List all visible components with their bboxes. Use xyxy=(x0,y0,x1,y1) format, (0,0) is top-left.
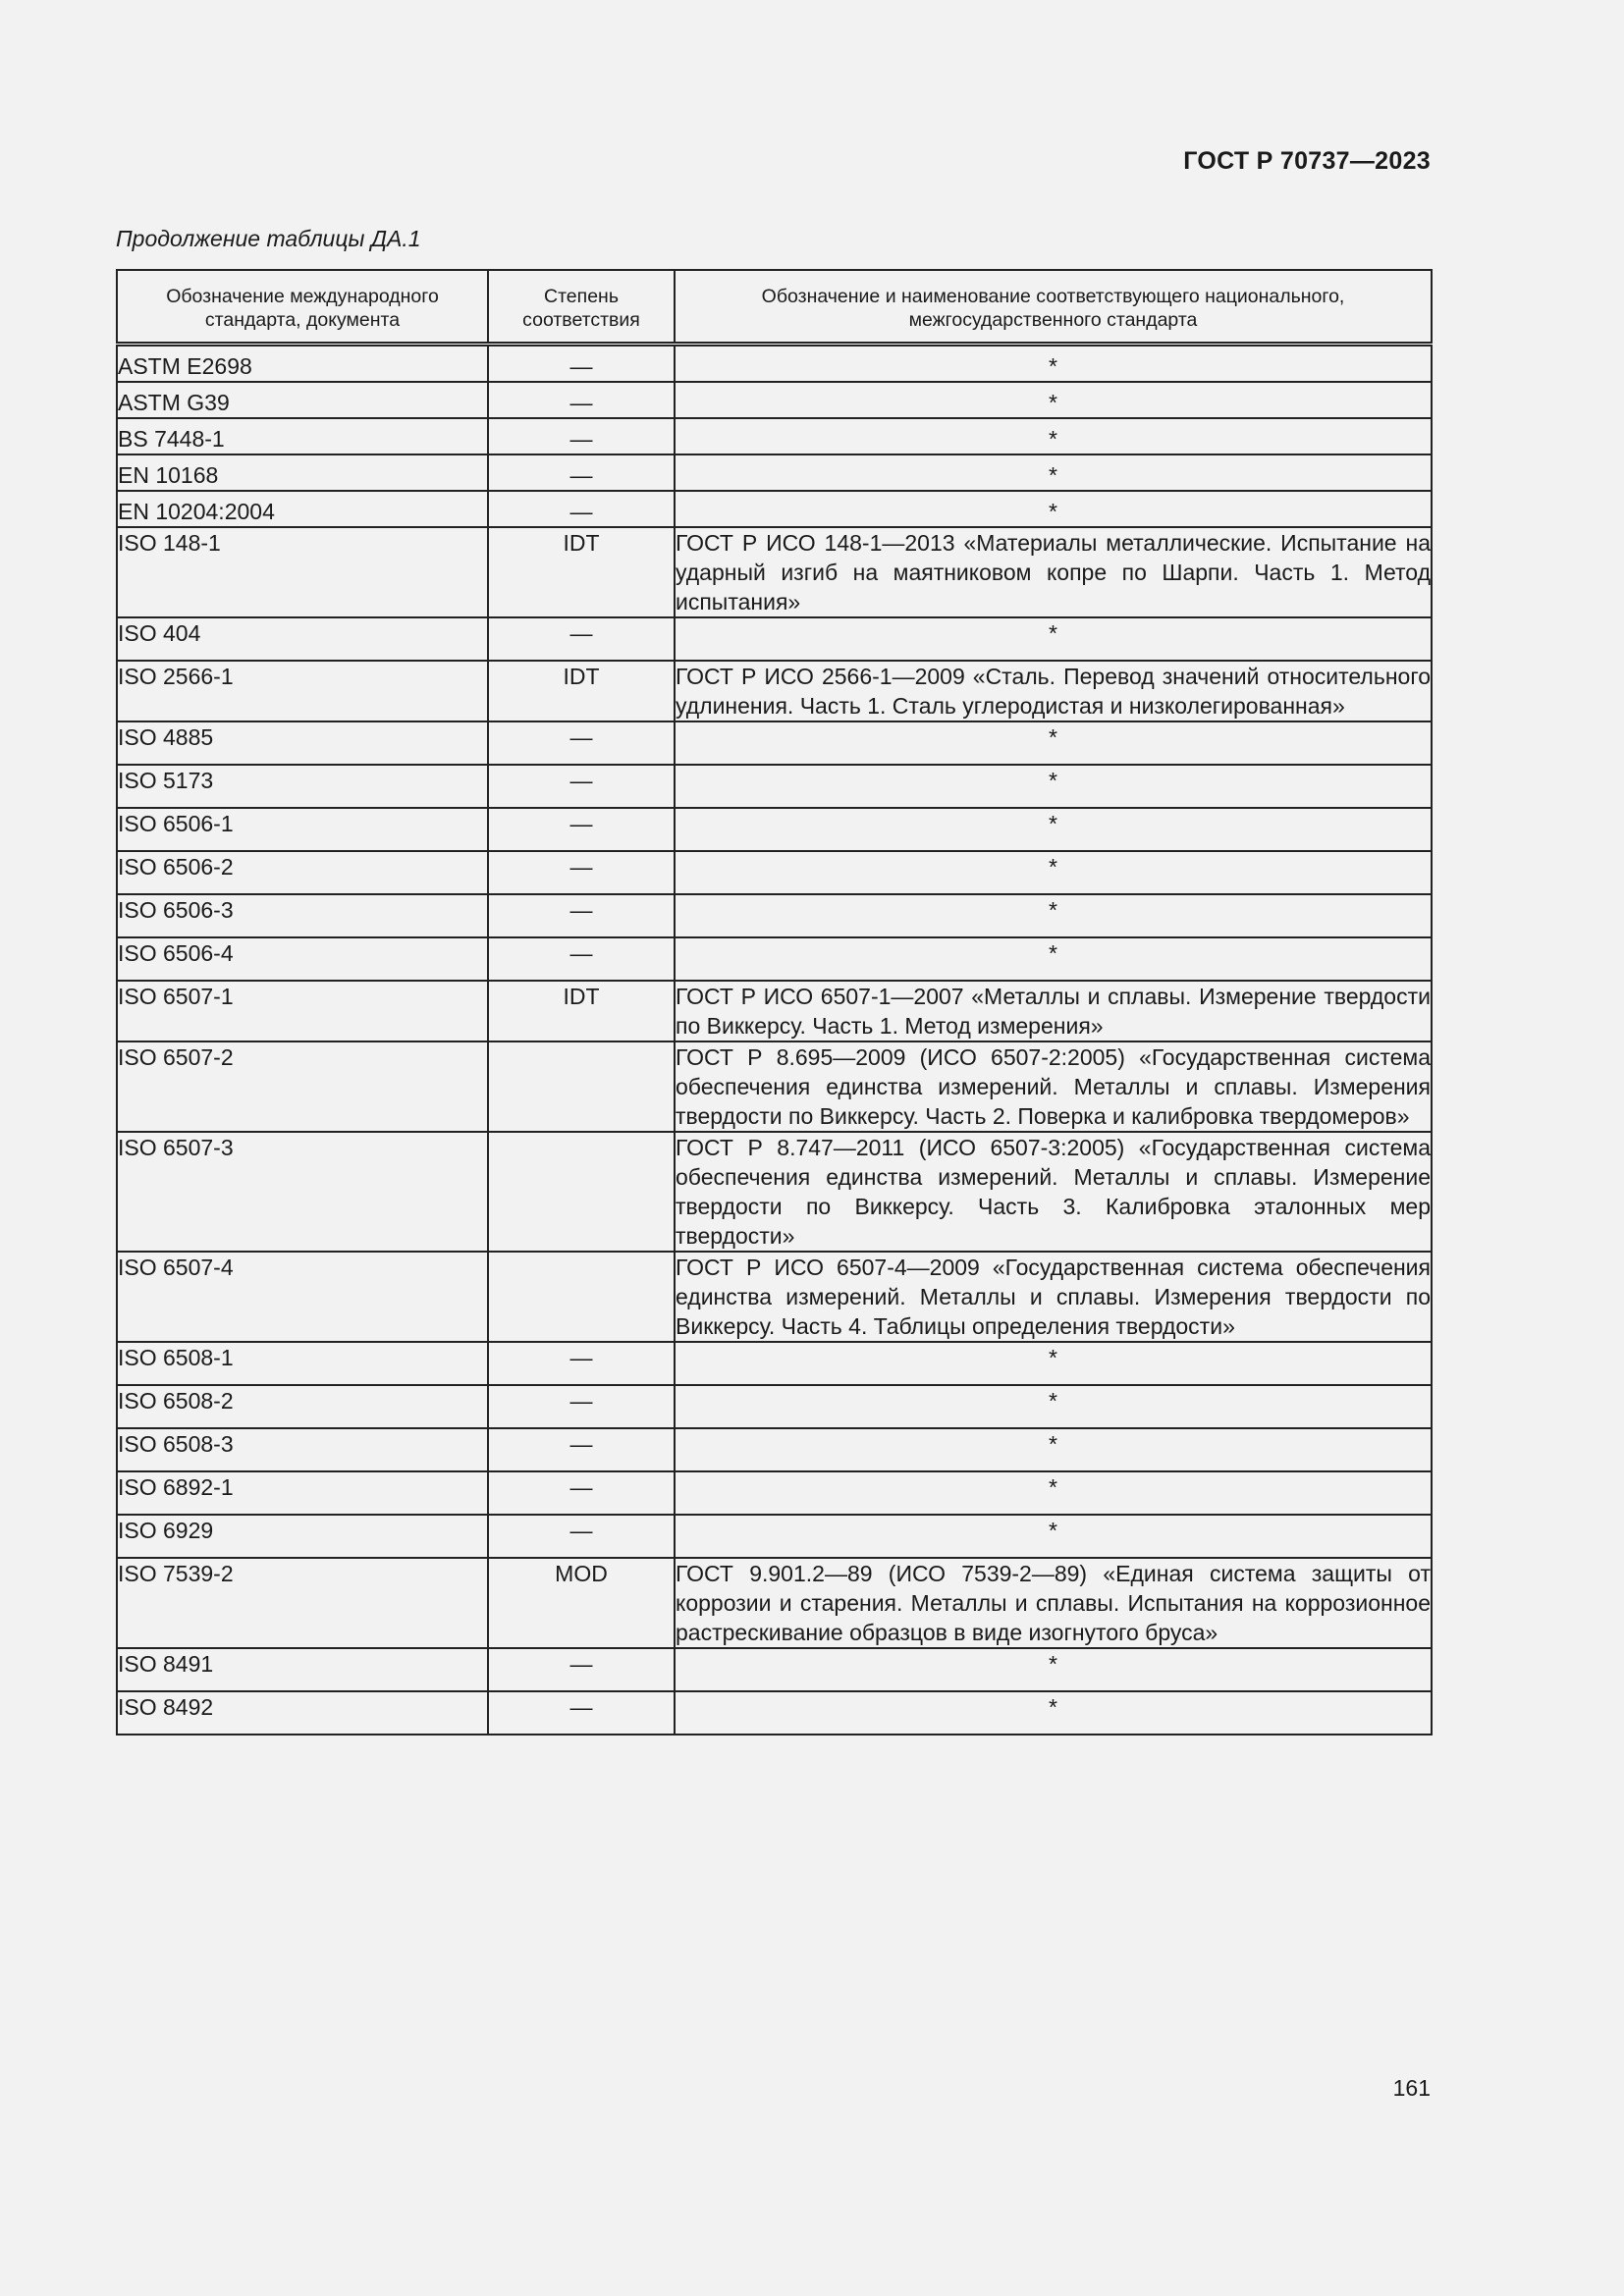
cell-international-designation: ISO 2566-1 xyxy=(117,661,488,721)
table-row xyxy=(117,345,1432,383)
cell-degree: — xyxy=(488,454,675,491)
cell-national-standard: * xyxy=(675,808,1432,851)
cell-international-designation: ASTM G39 xyxy=(117,382,488,418)
cell-degree: — xyxy=(488,382,675,418)
table-body xyxy=(117,345,1432,1735)
table-row xyxy=(117,721,1432,765)
cell-degree: — xyxy=(488,345,675,383)
cell-national-standard: * xyxy=(675,721,1432,765)
table-row xyxy=(117,491,1432,527)
column-header-national: Обозначение и наименование соответствующего национального, межгосударственного стандарта xyxy=(675,270,1432,345)
cell-national-standard: * xyxy=(675,894,1432,937)
table-row xyxy=(117,1342,1432,1385)
table-row xyxy=(117,1558,1432,1648)
cell-national-standard: ГОСТ Р ИСО 148-1—2013 «Материалы металлические. Испытание на ударный изгиб на маятниковом копре по Шарпи. Часть 1. Метод испытания» xyxy=(675,527,1432,617)
cell-national-standard: * xyxy=(675,937,1432,981)
table-row xyxy=(117,1648,1432,1691)
cell-national-standard: * xyxy=(675,454,1432,491)
cell-national-standard: ГОСТ Р 8.695—2009 (ИСО 6507-2:2005) «Государственная система обеспечения единства измерений. Металлы и сплавы. Измерения твердости по Виккерсу. Часть 2. Поверка и калибровка твердомеров» xyxy=(675,1041,1432,1132)
cell-international-designation: ISO 6506-4 xyxy=(117,937,488,981)
cell-degree: — xyxy=(488,1342,675,1385)
table-row xyxy=(117,981,1432,1041)
cell-national-standard: * xyxy=(675,418,1432,454)
cell-degree xyxy=(488,1041,675,1132)
cell-degree: — xyxy=(488,1515,675,1558)
cell-international-designation: ISO 404 xyxy=(117,617,488,661)
table-row xyxy=(117,1385,1432,1428)
cell-international-designation: ISO 6507-1 xyxy=(117,981,488,1041)
cell-national-standard: * xyxy=(675,1515,1432,1558)
standards-table xyxy=(116,269,1433,1735)
cell-degree: — xyxy=(488,617,675,661)
table-row xyxy=(117,1515,1432,1558)
cell-international-designation: ISO 6506-1 xyxy=(117,808,488,851)
cell-international-designation: ISO 4885 xyxy=(117,721,488,765)
cell-national-standard: * xyxy=(675,765,1432,808)
cell-international-designation: ISO 8492 xyxy=(117,1691,488,1735)
cell-degree: — xyxy=(488,808,675,851)
cell-international-designation: EN 10168 xyxy=(117,454,488,491)
table-row xyxy=(117,851,1432,894)
page-number: 161 xyxy=(1392,2075,1431,2101)
table-row xyxy=(117,894,1432,937)
cell-international-designation: ISO 6929 xyxy=(117,1515,488,1558)
cell-degree: — xyxy=(488,1471,675,1515)
cell-international-designation: ISO 6507-4 xyxy=(117,1252,488,1342)
cell-international-designation: ISO 148-1 xyxy=(117,527,488,617)
cell-national-standard: ГОСТ 9.901.2—89 (ИСО 7539-2—89) «Единая система защиты от коррозии и старения. Металлы и сплавы. Испытания на коррозионное растрескивание образцов в виде изогнутого бруса» xyxy=(675,1558,1432,1648)
cell-international-designation: ISO 6507-3 xyxy=(117,1132,488,1252)
cell-degree: — xyxy=(488,1385,675,1428)
cell-degree: — xyxy=(488,894,675,937)
table-header xyxy=(117,270,1432,345)
cell-degree: — xyxy=(488,765,675,808)
cell-international-designation: ISO 6507-2 xyxy=(117,1041,488,1132)
document-code: ГОСТ Р 70737—2023 xyxy=(1183,147,1431,175)
cell-international-designation: ISO 6506-3 xyxy=(117,894,488,937)
table-row xyxy=(117,661,1432,721)
cell-national-standard: ГОСТ Р ИСО 6507-1—2007 «Металлы и сплавы. Измерение твердости по Виккерсу. Часть 1. Метод измерения» xyxy=(675,981,1432,1041)
table-row xyxy=(117,1691,1432,1735)
table-row xyxy=(117,418,1432,454)
table-row xyxy=(117,1041,1432,1132)
cell-international-designation: ASTM E2698 xyxy=(117,345,488,383)
table-row xyxy=(117,382,1432,418)
table-row xyxy=(117,454,1432,491)
table-row xyxy=(117,617,1432,661)
cell-international-designation: ISO 7539-2 xyxy=(117,1558,488,1648)
table-row xyxy=(117,1252,1432,1342)
cell-national-standard: ГОСТ Р ИСО 6507-4—2009 «Государственная система обеспечения единства измерений. Металлы и сплавы. Измерения твердости по Виккерсу. Часть 4. Таблицы определения твердости» xyxy=(675,1252,1432,1342)
column-header-international: Обозначение международного стандарта, документа xyxy=(117,270,488,345)
table-row xyxy=(117,1132,1432,1252)
cell-degree: — xyxy=(488,1648,675,1691)
cell-international-designation: ISO 6506-2 xyxy=(117,851,488,894)
table-row xyxy=(117,1428,1432,1471)
cell-international-designation: ISO 6892-1 xyxy=(117,1471,488,1515)
table-row xyxy=(117,527,1432,617)
cell-international-designation: ISO 6508-2 xyxy=(117,1385,488,1428)
cell-national-standard: * xyxy=(675,491,1432,527)
cell-national-standard: * xyxy=(675,1648,1432,1691)
cell-national-standard: * xyxy=(675,382,1432,418)
cell-national-standard: * xyxy=(675,345,1432,383)
table-row xyxy=(117,808,1432,851)
cell-national-standard: * xyxy=(675,851,1432,894)
cell-degree: MOD xyxy=(488,1558,675,1648)
table-row xyxy=(117,1471,1432,1515)
cell-degree: — xyxy=(488,937,675,981)
header-row xyxy=(117,270,1432,345)
cell-degree: — xyxy=(488,721,675,765)
table-row xyxy=(117,765,1432,808)
cell-degree: IDT xyxy=(488,981,675,1041)
table-caption: Продолжение таблицы ДА.1 xyxy=(116,226,421,251)
cell-degree xyxy=(488,1132,675,1252)
cell-national-standard: * xyxy=(675,1691,1432,1735)
cell-national-standard: * xyxy=(675,1342,1432,1385)
cell-degree: — xyxy=(488,851,675,894)
cell-national-standard: * xyxy=(675,1385,1432,1428)
cell-degree: IDT xyxy=(488,661,675,721)
cell-degree: — xyxy=(488,1428,675,1471)
cell-international-designation: ISO 8491 xyxy=(117,1648,488,1691)
table-row xyxy=(117,937,1432,981)
cell-international-designation: ISO 6508-1 xyxy=(117,1342,488,1385)
column-header-degree: Степень соответствия xyxy=(488,270,675,345)
cell-national-standard: ГОСТ Р 8.747—2011 (ИСО 6507-3:2005) «Государственная система обеспечения единства измерений. Металлы и сплавы. Измерение твердости по Виккерсу. Часть 3. Калибровка эталонных мер твердости» xyxy=(675,1132,1432,1252)
cell-national-standard: * xyxy=(675,617,1432,661)
cell-degree: — xyxy=(488,418,675,454)
cell-national-standard: ГОСТ Р ИСО 2566-1—2009 «Сталь. Перевод значений относительного удлинения. Часть 1. Сталь углеродистая и низколегированная» xyxy=(675,661,1432,721)
cell-degree: — xyxy=(488,491,675,527)
cell-national-standard: * xyxy=(675,1428,1432,1471)
cell-international-designation: ISO 5173 xyxy=(117,765,488,808)
cell-international-designation: BS 7448-1 xyxy=(117,418,488,454)
cell-international-designation: EN 10204:2004 xyxy=(117,491,488,527)
cell-degree xyxy=(488,1252,675,1342)
cell-degree: — xyxy=(488,1691,675,1735)
cell-international-designation: ISO 6508-3 xyxy=(117,1428,488,1471)
cell-degree: IDT xyxy=(488,527,675,617)
cell-national-standard: * xyxy=(675,1471,1432,1515)
